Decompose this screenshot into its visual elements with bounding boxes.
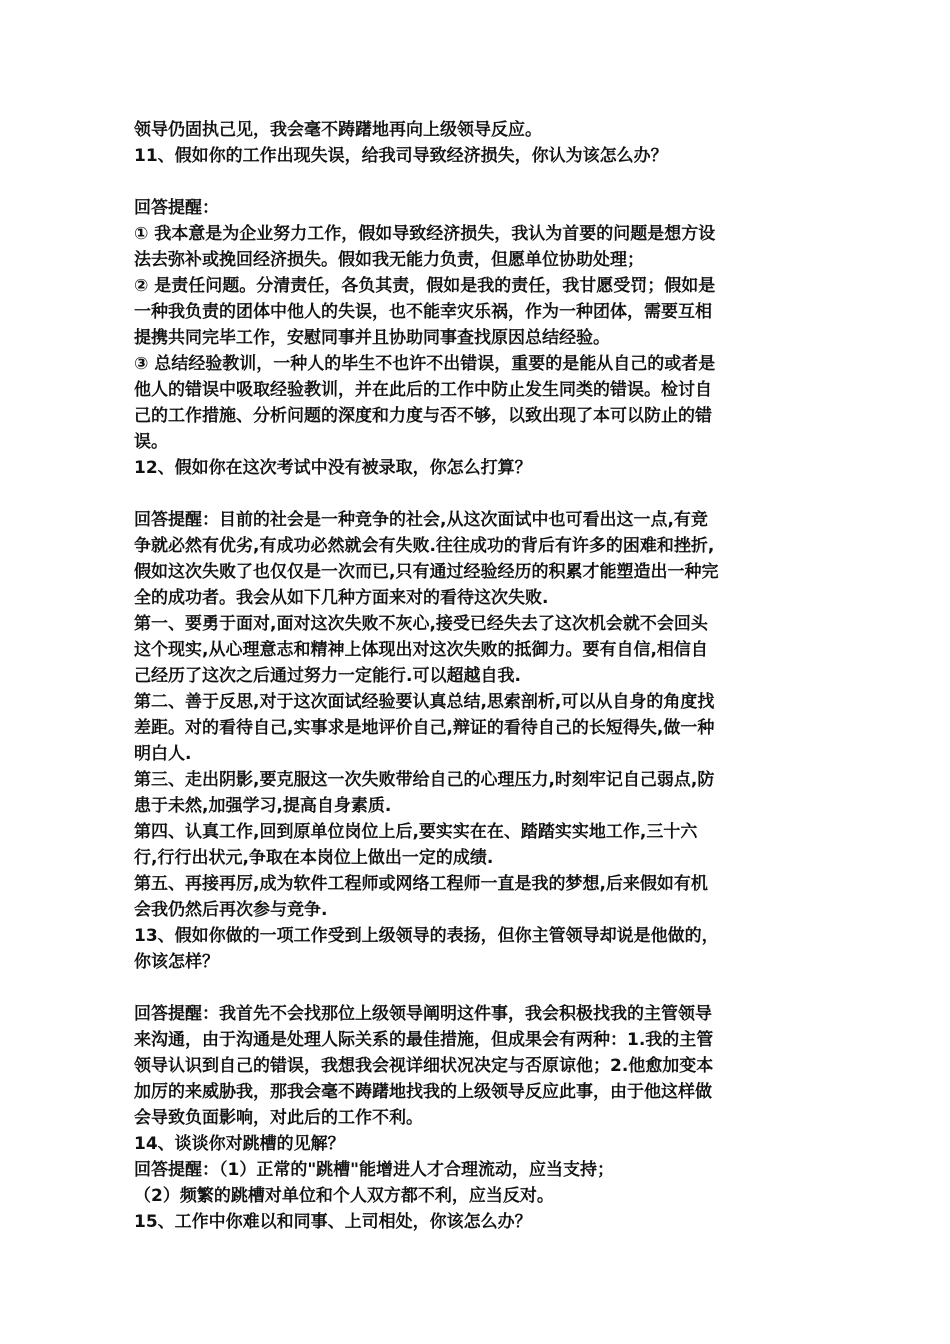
paragraph	[134, 819, 802, 871]
text-line: 会我仍然后再次参与竞争.	[134, 900, 328, 920]
text-line: 第一、要勇于面对,面对这次失败不灰心,接受已经失去了这次机会就不会回头	[134, 614, 708, 634]
text-line: 加厉的来威胁我，那我会毫不踌躇地找我的上级领导反应此事，由于他这样做	[134, 1082, 712, 1102]
paragraph	[134, 195, 802, 221]
paragraph	[134, 1157, 802, 1183]
paragraph	[134, 1131, 802, 1157]
text-line: 11、假如你的工作出现失误，给我司导致经济损失，你认为该怎么办？	[134, 146, 668, 166]
text-line: 法去弥补或挽回经济损失。假如我无能力负责，但愿单位协助处理；	[134, 250, 644, 270]
text-line: 己经历了这次之后通过努力一定能行.可以超越自我.	[134, 666, 521, 686]
text-line: 行,行行出状元,争取在本岗位上做出一定的成绩.	[134, 848, 494, 868]
text-line: 你该怎样？	[134, 952, 219, 972]
paragraph	[134, 1209, 802, 1235]
blank-line	[134, 481, 802, 507]
text-line: 一种我负责的团体中他人的失误，也不能幸灾乐祸，作为一种团体，需要互相	[134, 302, 712, 322]
text-line: 第三、走出阴影,要克服这一次失败带给自己的心理压力,时刻牢记自己弱点,防	[134, 770, 715, 790]
paragraph	[134, 871, 802, 923]
text-line: 来沟通，由于沟通是处理人际关系的最佳措施，但成果会有两种：1.我的主管	[134, 1030, 714, 1050]
paragraph	[134, 273, 802, 351]
text-line: 患于未然,加强学习,提高自身素质.	[134, 796, 392, 816]
text-line: 领导仍固执己见，我会毫不踌躇地再向上级领导反应。	[134, 120, 542, 140]
text-line: 误。	[134, 432, 168, 452]
paragraph	[134, 689, 802, 767]
text-line: 12、假如你在这次考试中没有被录取，你怎么打算？	[134, 458, 532, 478]
paragraph	[134, 1183, 802, 1209]
text-line: 全的成功者。我会从如下几种方面来对的看待这次失败.	[134, 588, 549, 608]
text-line: 14、谈谈你对跳槽的见解？	[134, 1134, 345, 1154]
text-line: 回答提醒：目前的社会是一种竞争的社会,从这次面试中也可看出这一点,有竞	[134, 510, 708, 530]
text-line: ③ 总结经验教训，一种人的毕生不也许不出错误，重要的是能从自己的或者是	[134, 354, 716, 374]
text-line: 他人的错误中吸取经验教训，并在此后的工作中防止发生同类的错误。检讨自	[134, 380, 712, 400]
text-line: 第五、再接再厉,成为软件工程师或网络工程师一直是我的梦想,后来假如有机	[134, 874, 708, 894]
text-line: 争就必然有优劣,有成功必然就会有失败.往往成功的背后有许多的困难和挫折,	[134, 536, 715, 556]
text-line: 这个现实,从心理意志和精神上体现出对这次失败的抵御力。要有自信,相信自	[134, 640, 708, 660]
text-line: 回答提醒：	[134, 198, 219, 218]
paragraph	[134, 455, 802, 481]
text-line: 提携共同完毕工作，安慰同事并且协助同事查找原因总结经验。	[134, 328, 610, 348]
text-line: 差距。对的看待自己,实事求是地评价自己,辩证的看待自己的长短得失,做一种	[134, 718, 715, 738]
text-line: 15、工作中你难以和同事、上司相处，你该怎么办？	[134, 1212, 532, 1232]
text-line: （2）频繁的跳槽对单位和个人双方都不利，应当反对。	[134, 1186, 554, 1206]
text-line: 领导认识到自己的错误，我想我会视详细状况决定与否原谅他；2.他愈加变本	[134, 1056, 714, 1076]
blank-line	[134, 975, 802, 1001]
paragraph	[134, 507, 802, 611]
paragraph	[134, 117, 802, 143]
paragraph	[134, 923, 802, 975]
text-line: 明白人.	[134, 744, 192, 764]
paragraph	[134, 611, 802, 689]
text-line: 假如这次失败了也仅仅是一次而已,只有通过经验经历的积累才能塑造出一种完	[134, 562, 719, 582]
text-line: ② 是责任问题。分清责任，各负其责，假如是我的责任，我甘愿受罚；假如是	[134, 276, 716, 296]
text-line: 会导致负面影响，对此后的工作不利。	[134, 1108, 423, 1128]
paragraph	[134, 143, 802, 169]
text-line: 己的工作措施、分析问题的深度和力度与否不够，以致出现了本可以防止的错	[134, 406, 712, 426]
text-line: 第四、认真工作,回到原单位岗位上后,要实实在在、踏踏实实地工作,三十六	[134, 822, 698, 842]
paragraph	[134, 1001, 802, 1131]
blank-line	[134, 169, 802, 195]
text-line: 回答提醒：（1）正常的"跳槽"能增进人才合理流动，应当支持；	[134, 1160, 615, 1180]
document-page	[134, 117, 802, 1235]
text-line: 回答提醒：我首先不会找那位上级领导阐明这件事，我会积极找我的主管领导	[134, 1004, 712, 1024]
paragraph	[134, 221, 802, 273]
text-line: ① 我本意是为企业努力工作，假如导致经济损失，我认为首要的问题是想方设	[134, 224, 716, 244]
paragraph	[134, 351, 802, 455]
paragraph	[134, 767, 802, 819]
text-line: 13、假如你做的一项工作受到上级领导的表扬，但你主管领导却说是他做的，	[134, 926, 719, 946]
text-line: 第二、善于反思,对于这次面试经验要认真总结,思索剖析,可以从自身的角度找	[134, 692, 715, 712]
